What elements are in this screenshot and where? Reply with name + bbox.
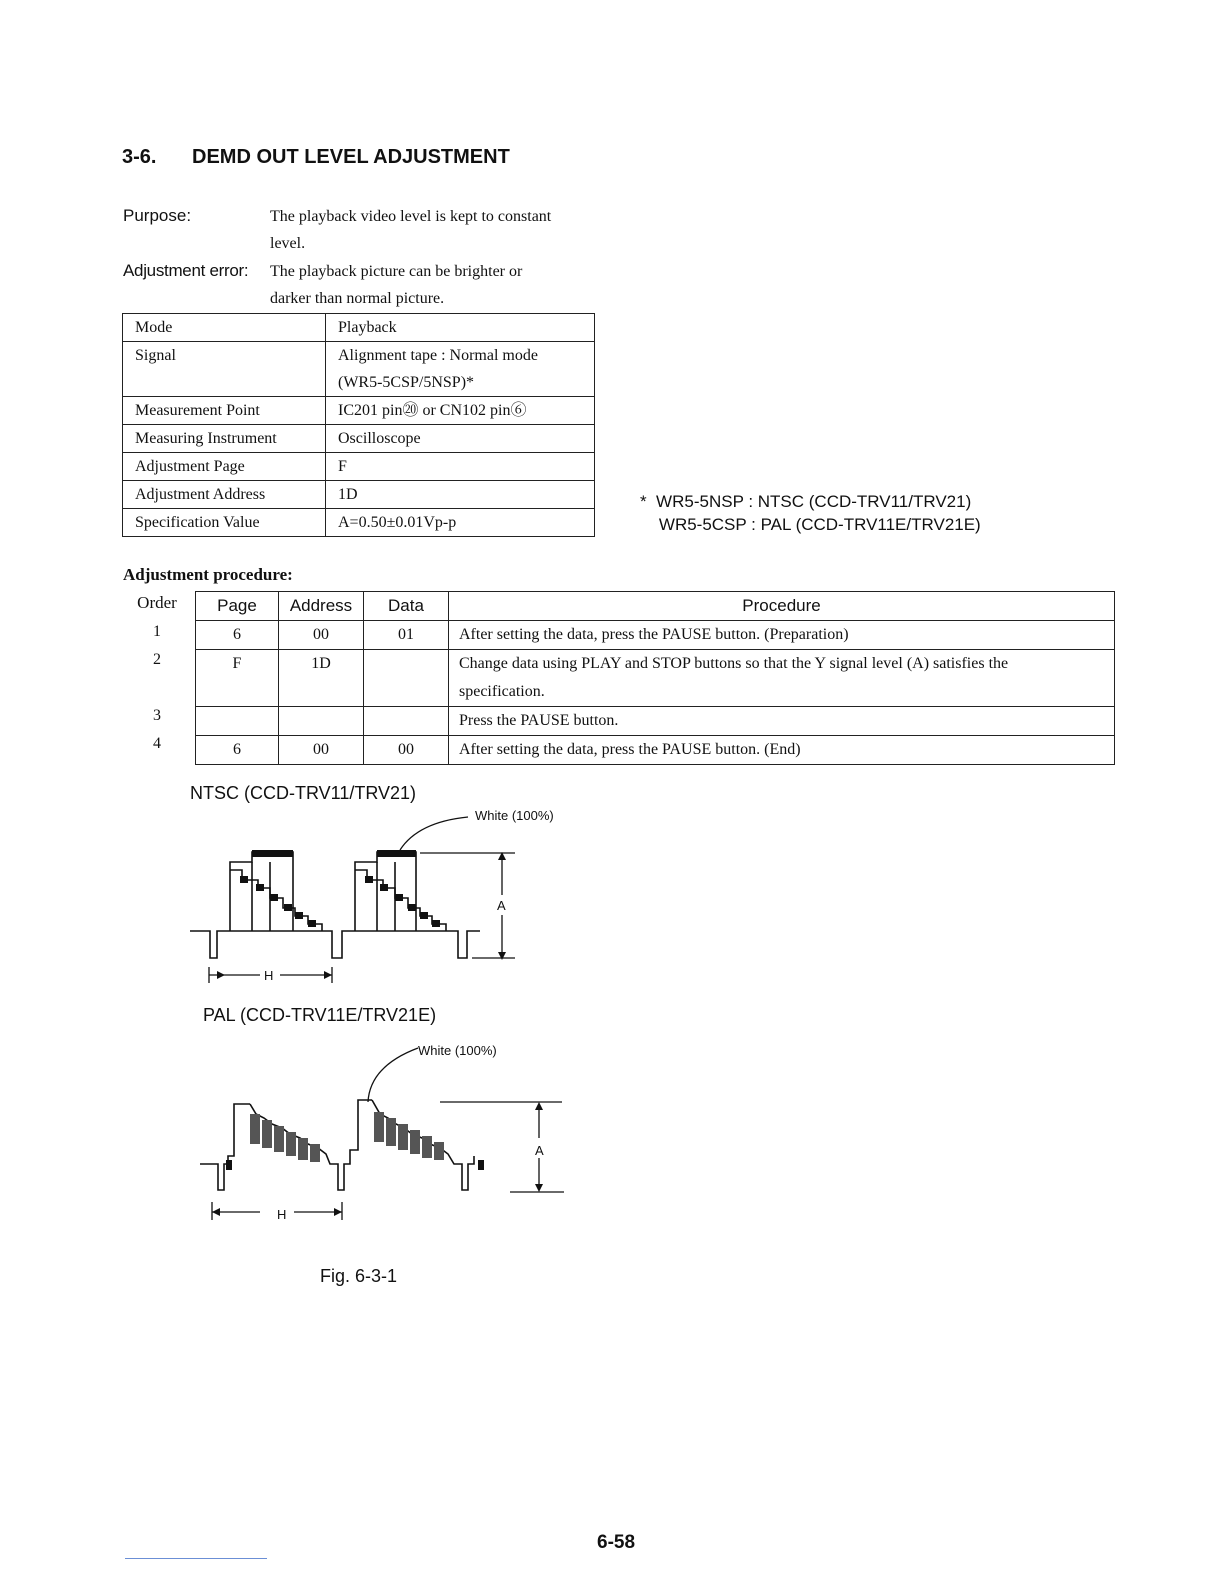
spec-label: Adjustment Address: [123, 481, 326, 509]
adjustment-error-label: Adjustment error:: [123, 261, 249, 280]
spec-row-measuring-instrument: [123, 425, 595, 453]
spec-label: Mode: [123, 314, 326, 342]
spec-label: Measurement Point: [123, 397, 326, 425]
page-header: Page: [196, 592, 279, 621]
spec-label: Adjustment Page: [123, 453, 326, 481]
section-number: 3-6.: [122, 146, 157, 168]
pal-a-label: A: [535, 1143, 544, 1158]
spec-row-specification-value: [123, 509, 595, 537]
procedure-header: Procedure: [449, 592, 1115, 621]
data-cell: 01: [364, 621, 449, 650]
ntsc-white-label: White (100%): [475, 808, 554, 823]
procedure-cell: After setting the data, press the PAUSE button. (End): [449, 736, 1115, 765]
spec-row-signal: [123, 342, 595, 397]
pal-title: PAL (CCD-TRV11E/TRV21E): [203, 1005, 437, 1025]
adjustment-error-line-1: The playback picture can be brighter or: [270, 263, 523, 280]
spec-value-line-1: Alignment tape : Normal mode: [338, 347, 538, 364]
procedure-row: [196, 650, 1115, 707]
spec-value: IC201 pin⑳ or CN102 pin⑥: [326, 397, 595, 425]
spec-value: Playback: [326, 314, 595, 342]
address-header: Address: [279, 592, 364, 621]
tape-note-line-1: * WR5-5NSP : NTSC (CCD-TRV11/TRV21): [640, 492, 972, 511]
spec-value-line-2: (WR5-5CSP/5NSP)*: [338, 374, 475, 391]
order-header: Order: [137, 593, 177, 612]
adjustment-error-line-2: darker than normal picture.: [270, 290, 445, 307]
procedure-table: [195, 591, 1115, 765]
procedure-cell: Press the PAUSE button.: [449, 707, 1115, 736]
procedure-line-1: Change data using PLAY and STOP buttons so that the Y signal level (A) satisfies the: [459, 655, 1009, 672]
data-header: Data: [364, 592, 449, 621]
ntsc-title: NTSC (CCD-TRV11/TRV21): [190, 783, 417, 803]
spec-table: [122, 313, 595, 537]
page-cell: F: [196, 650, 279, 707]
section-title: [122, 146, 510, 169]
purpose-line-1: The playback video level is kept to constant: [270, 208, 552, 225]
pal-h-label: H: [277, 1207, 287, 1222]
procedure-row: [196, 621, 1115, 650]
procedure-row: [196, 707, 1115, 736]
procedure-row: [196, 736, 1115, 765]
purpose-text: [270, 203, 551, 257]
page-number: 6-58: [597, 1532, 636, 1553]
spec-value: F: [326, 453, 595, 481]
ntsc-a-label: A: [497, 898, 506, 913]
adjustment-error-text: [270, 258, 522, 312]
pal-waveform: [190, 1030, 590, 1230]
data-cell: [364, 650, 449, 707]
address-cell: 00: [279, 621, 364, 650]
spec-row-mode: [123, 314, 595, 342]
spec-label: Measuring Instrument: [123, 425, 326, 453]
purpose-line-2: level.: [270, 235, 306, 252]
procedure-line-2: specification.: [459, 683, 545, 700]
spec-label: Specification Value: [123, 509, 326, 537]
procedure-cell: After setting the data, press the PAUSE button. (Preparation): [449, 621, 1115, 650]
ntsc-waveform: [180, 800, 580, 990]
tape-note-line-2: WR5-5CSP : PAL (CCD-TRV11E/TRV21E): [640, 515, 981, 534]
spec-row-adjustment-page: [123, 453, 595, 481]
procedure-header-row: [196, 592, 1115, 621]
pal-white-label: White (100%): [418, 1043, 497, 1058]
spec-row-adjustment-address: [123, 481, 595, 509]
data-cell: 00: [364, 736, 449, 765]
order-cell: 2: [153, 651, 161, 668]
address-cell: 1D: [279, 650, 364, 707]
data-cell: [364, 707, 449, 736]
order-cell: 4: [153, 735, 161, 752]
procedure-heading: Adjustment procedure:: [123, 565, 293, 584]
figure-caption: Fig. 6-3-1: [320, 1266, 398, 1286]
spec-value: [326, 342, 595, 397]
address-cell: 00: [279, 736, 364, 765]
spec-row-measurement-point: [123, 397, 595, 425]
spec-label: Signal: [123, 342, 326, 397]
spec-value: Oscilloscope: [326, 425, 595, 453]
procedure-cell: [449, 650, 1115, 707]
footer-rule: [125, 1558, 267, 1559]
address-cell: [279, 707, 364, 736]
order-cell: 1: [153, 623, 161, 640]
spec-value: A=0.50±0.01Vp-p: [326, 509, 595, 537]
section-title-text: DEMD OUT LEVEL ADJUSTMENT: [192, 146, 510, 168]
tape-note: [640, 490, 981, 536]
page-cell: 6: [196, 621, 279, 650]
ntsc-h-label: H: [264, 968, 274, 983]
order-cell: 3: [153, 707, 161, 724]
page-cell: [196, 707, 279, 736]
page-cell: 6: [196, 736, 279, 765]
purpose-label: Purpose:: [123, 206, 192, 225]
spec-value: 1D: [326, 481, 595, 509]
